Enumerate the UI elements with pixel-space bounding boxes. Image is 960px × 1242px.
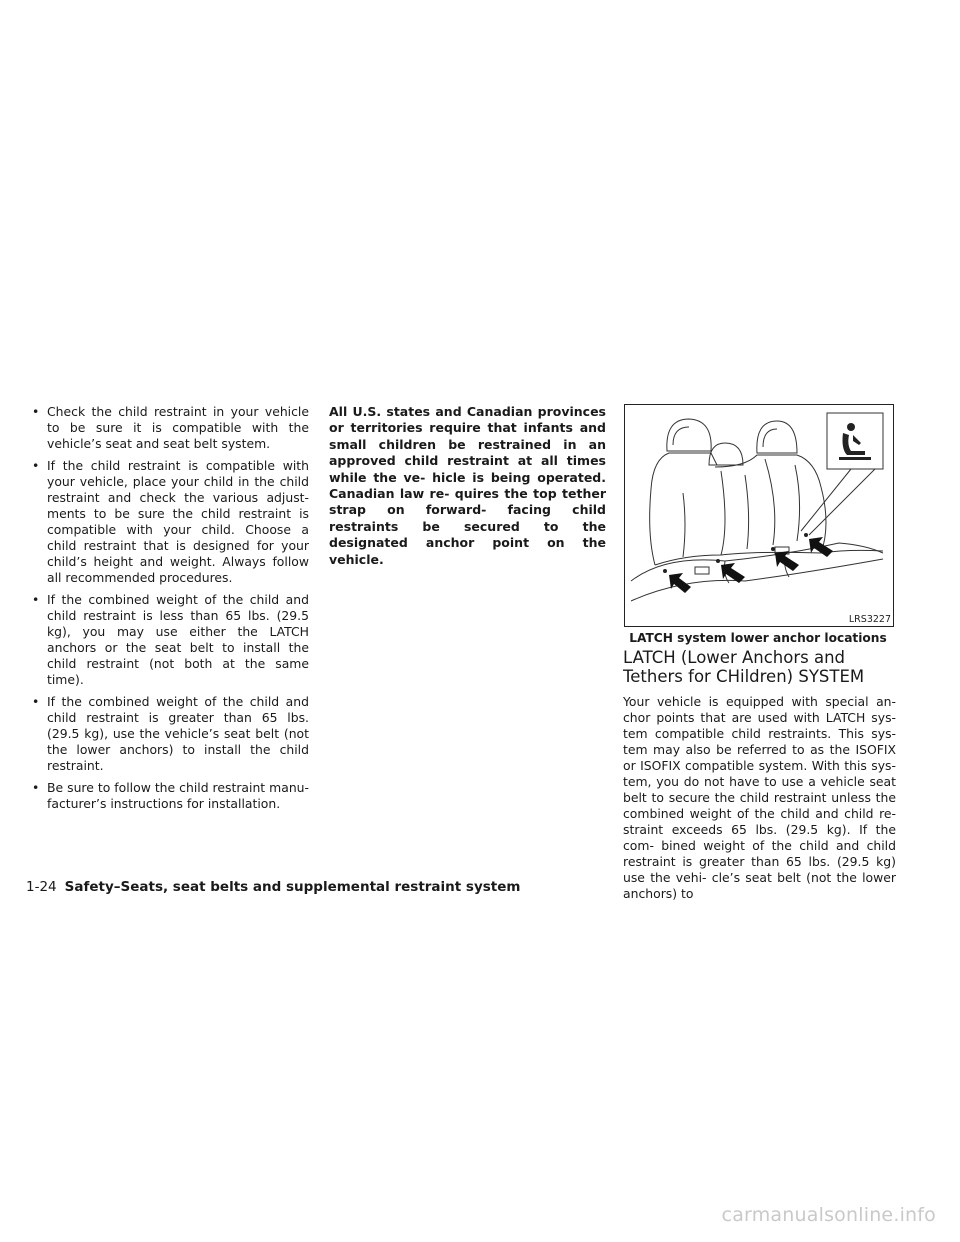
anchor-arrow-1 [669, 573, 691, 593]
list-item [26, 404, 309, 452]
bullet-column [26, 404, 309, 818]
anchor-arrow-4 [809, 537, 833, 557]
figure-column [623, 404, 896, 902]
chapter-title: Safety–Seats, seat belts and supplemental restraint system [64, 879, 521, 895]
bullet-dot: • [32, 458, 40, 473]
list-item-text: If the child restraint is compatible with your vehicle, place your child in the child restraint and check the various adjust- ments to be sure the child restraint is compatible with your child. Choose a child restraint that is designed for your child’s height and weight. Always follow all recommended procedures. [47, 458, 309, 585]
warning-column [329, 404, 606, 568]
list-item [26, 458, 309, 586]
list-item-text: If the combined weight of the child and child restraint is greater than 65 lbs. (29.5 kg), use the vehicle’s seat belt (not the lower anchors) to install the child restraint. [47, 694, 309, 773]
watermark: carmanualsonline.info [721, 1204, 936, 1226]
latch-anchor-figure [624, 404, 894, 627]
list-item [26, 780, 309, 812]
list-item [26, 694, 309, 774]
rear-seat-illustration [625, 405, 892, 625]
page-footer [26, 879, 520, 895]
figure-code: LRS3227 [848, 614, 891, 625]
section-body: Your vehicle is equipped with special an- chor points that are used with LATCH sys- tem compatible child restraints. This sys- tem may also be referred to as the ISOFIX or ISOFIX compatible system. With this sys- tem, you do not have to use a vehicle seat belt to secure the child restraint unless the combined weight of the child and child re- straint exceeds 65 lbs. (29.5 kg). If the com- bined weight of the child and child restraint is greater than 65 lbs. (29.5 kg) use the vehi- cle’s seat belt (not the lower anchors) to [623, 694, 896, 901]
list-item [26, 592, 309, 688]
bullet-dot: • [32, 694, 40, 709]
figure-caption: LATCH system lower anchor locations [629, 631, 887, 645]
child-seat-isofix-icon [839, 423, 871, 460]
bullet-dot: • [32, 592, 40, 607]
bullet-list [26, 404, 309, 812]
warning-text: All U.S. states and Canadian provinces or territories require that infants and small children be restrained in an approved child restraint at all times while the ve- hicle is being operated. Canadian law re- quires the top tether strap on forward- facing child restraints be secured to the designated anchor point on the vehicle. [329, 404, 606, 567]
list-item-text: Be sure to follow the child restraint manu- facturer’s instructions for installation. [47, 780, 309, 811]
list-item-text: Check the child restraint in your vehicle to be sure it is compatible with the vehicle’s seat and seat belt system. [47, 404, 309, 451]
page-number: 1-24 [26, 879, 57, 895]
section-title: LATCH (Lower Anchors and Tethers for CHildren) SYSTEM [623, 648, 865, 686]
bullet-dot: • [32, 780, 40, 795]
list-item-text: If the combined weight of the child and child restraint is less than 65 lbs. (29.5 kg), you may use either the LATCH anchors or the seat belt to install the child restraint (not both at the same time). [47, 592, 309, 687]
bullet-dot: • [32, 404, 40, 419]
